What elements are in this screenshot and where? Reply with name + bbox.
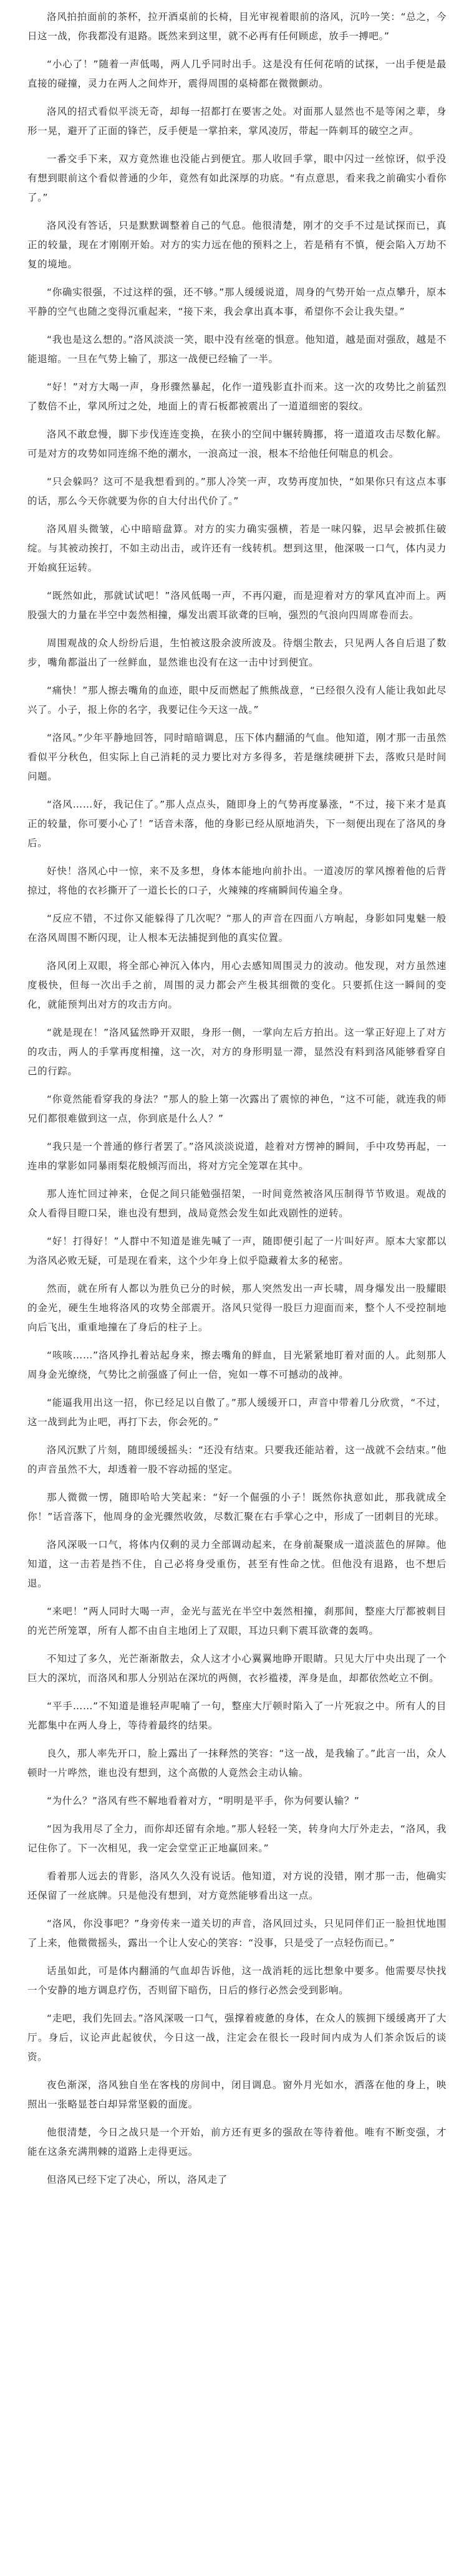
paragraph: 良久，那人率先开口，脸上露出了一抹释然的笑容：“这一战，是我输了。”此言一出，众人顿时一片哗然，谁也没有想到，这个高傲的人竟然会主动认输。: [27, 1748, 447, 1778]
paragraph: “走吧，我们先回去。”洛风深吸一口气，强撑着疲惫的身体，在众人的簇拥下缓缓离开了大厅。身后，议论声此起彼伏，今日这一战，注定会在很长一段时间内成为人们茶余饭后的谈资。: [27, 2013, 447, 2063]
paragraph: 洛风深吸一口气，将体内仅剩的灵力全部调动起来，在身前凝聚成一道淡蓝色的屏障。他知道，这一击若是挡不住，自己必将身受重伤，甚至有性命之忧。但他没有退路，也不想后退。: [27, 1539, 447, 1589]
paragraph: 不知过了多久，光芒渐渐散去，众人这才小心翼翼地睁开眼睛。只见大厅中央出现了一个巨大的深坑，而洛风和那人分别站在深坑的两侧，衣衫褴褛，浑身是血，却都依然屹立不倒。: [27, 1653, 447, 1684]
paragraph: 好快！洛风心中一惊，来不及多想，身体本能地向前扑出。一道凌厉的掌风擦着他的后背掠过，将他的衣衫撕开了一道长长的口子，火辣辣的疼痛瞬间传遍全身。: [27, 866, 447, 896]
paragraph: “你确实很强，不过这样的强，还不够。”那人缓缓说道，周身的气势开始一点点攀升，原本平静的空气也随之变得沉重起来，“接下来，我会拿出真本事，希望你不会让我失望。”: [27, 287, 447, 317]
paragraph: 夜色渐深，洛风独自坐在客栈的房间中，闭目调息。窗外月光如水，洒落在他的身上，映照出一张略显苍白却异常坚毅的面庞。: [27, 2079, 447, 2110]
paragraph: 他很清楚，今日之战只是一个开始，前方还有更多的强敌在等待着他。唯有不断变强，才能在这条充满荆棘的道路上走得更远。: [27, 2127, 447, 2157]
paragraph: “痛快！”那人擦去嘴角的血迹，眼中反而燃起了熊熊战意，“已经很久没有人能让我如此尽兴了。小子，报上你的名字，我要记住今天这一战。”: [27, 685, 447, 715]
paragraph: 那人连忙回过神来，仓促之间只能勉强招架，一时间竟然被洛风压制得节节败退。观战的众人看得目瞪口呆，谁也没有想到，战局竟然会发生如此戏剧性的逆转。: [27, 1188, 447, 1219]
paragraph: 然而，就在所有人都以为胜负已分的时候，那人突然发出一声长啸，周身爆发出一股耀眼的金光，硬生生地将洛风的攻势全部震开。洛风只觉得一股巨力迎面而来，整个人不受控制地向后飞出，重重地撞在了身后的柱子上。: [27, 1283, 447, 1333]
paragraph: 话虽如此，可是体内翻涌的气血却告诉他，这一战消耗的远比想象中要多。他需要尽快找一个安静的地方调息疗伤，否则留下暗伤，日后的修行必然会受到影响。: [27, 1965, 447, 1996]
paragraph: “洛风……好，我记住了。”那人点点头，随即身上的气势再度暴涨，“不过，接下来才是真正的较量，你可要小心了！”话音未落，他的身影已经从原地消失，下一刻便出现在了洛风的身后。: [27, 799, 447, 849]
paragraph: “我也是这么想的。”洛风淡淡一笑，眼中没有丝毫的惧意。他知道，越是面对强敌，越是不能退缩。一旦在气势上输了，那这一战便已经输了一半。: [27, 334, 447, 365]
paragraph: “平手……”不知道是谁轻声呢喃了一句，整座大厅顿时陷入了一片死寂之中。所有人的目光都集中在两人身上，等待着最终的结果。: [27, 1701, 447, 1731]
paragraph: “小心了！”随着一声低喝，两人几乎同时出手。这是没有任何花哨的试探，一出手便是最直接的碰撞，灵力在两人之间炸开，震得周围的桌椅都在微微颤动。: [27, 59, 447, 89]
paragraph: “好！打得好！”人群中不知道是谁先喊了一声，随即便引起了一片叫好声。原本大家都以为洛风必败无疑，可是现在看来，这个少年身上似乎隐藏着太多的秘密。: [27, 1236, 447, 1266]
paragraph: “来吧！”两人同时大喝一声，金光与蓝光在半空中轰然相撞，刹那间，整座大厅都被刺目的光芒所笼罩，所有人都不由自主地闭上了双眼，耳边只剩下震耳欲聋的轰鸣。: [27, 1606, 447, 1636]
paragraph: “既然如此，那就试试吧！”洛风低喝一声，不再闪避，而是迎着对方的掌风直冲而上。两股强大的力量在半空中轰然相撞，爆发出震耳欲聋的巨响，强烈的气浪向四周席卷而去。: [27, 590, 447, 621]
paragraph: “就是现在！”洛风猛然睁开双眼，身形一侧，一掌向左后方拍出。这一掌正好迎上了对方的攻击，两人的手掌再度相撞，这一次，对方的身形明显一滞，显然没有料到洛风能够看穿自己的行踪。: [27, 1027, 447, 1077]
paragraph: “洛风。”少年平静地回答，同时暗暗调息，压下体内翻涌的气血。他知道，刚才那一击虽然看似平分秋色，但实际上自己消耗的灵力要比对方多得多，若是继续硬拼下去，落败只是时间问题。: [27, 732, 447, 782]
paragraph: 一番交手下来，双方竟然谁也没能占到便宜。那人收回手掌，眼中闪过一丝惊讶，似乎没有想到眼前这个看似普通的少年，竟然有如此深厚的功底。“有点意思，看来我之前确实小看你了。”: [27, 153, 447, 203]
paragraph: 洛风眉头微皱，心中暗暗盘算。对方的实力确实强横，若是一味闪躲，迟早会被抓住破绽。与其被动挨打，不如主动出击，或许还有一线转机。想到这里，他深吸一口气，体内灵力开始疯狂运转。: [27, 523, 447, 573]
paragraph: “你竟然能看穿我的身法？”那人的脸上第一次露出了震惊的神色，“这不可能，就连我的师兄们都很难做到这一点，你到底是什么人？”: [27, 1094, 447, 1124]
paragraph: “能逼我用出这一招，你已经足以自傲了。”那人缓缓开口，声音中带着几分欣赏，“不过，这一战到此为止吧，再打下去，你会死的。”: [27, 1397, 447, 1428]
paragraph: 周围观战的众人纷纷后退，生怕被这股余波所波及。待烟尘散去，只见两人各自后退了数步，嘴角都溢出了一丝鲜血，显然谁也没有在这一击中讨到便宜。: [27, 637, 447, 668]
paragraph: “只会躲吗？这可不是我想看到的。”那人冷笑一声，攻势再度加快，“如果你只有这点本事的话，那么今天你就要为你的自大付出代价了。”: [27, 476, 447, 507]
paragraph: 洛风没有答话，只是默默调整着自己的气息。他很清楚，刚才的交手不过是试探而已，真正的较量，现在才刚刚开始。对方的实力远在他的预料之上，若是稍有不慎，便会陷入万劫不复的境地。: [27, 220, 447, 270]
paragraph: “咳咳……”洛风挣扎着站起身来，擦去嘴角的鲜血，目光紧紧地盯着对面的人。此刻那人周身金光缭绕，气势比之前强盛了何止一倍，宛如一尊不可撼动的战神。: [27, 1350, 447, 1380]
paragraph: 那人微微一愣，随即哈哈大笑起来：“好一个倔强的小子！既然你执意如此，那我就成全你！”话音落下，他周身的金光骤然收敛，尽数汇聚在右手掌心之中，形成了一团刺目的光球。: [27, 1492, 447, 1522]
paragraph: 洛风的招式看似平淡无奇，却每一招都打在要害之处。对面那人显然也不是等闲之辈，身形一晃，避开了正面的锋芒，反手便是一掌拍来，掌风凌厉，带起一阵刺耳的破空之声。: [27, 106, 447, 136]
paragraph: “因为我用尽了全力，而你却还留有余地。”那人轻轻一笑，转身向大厅外走去，“洛风，我记住你了。下一次相见，我一定会堂堂正正地赢回来。”: [27, 1823, 447, 1854]
paragraph: “反应不错，不过你又能躲得了几次呢？”那人的声音在四面八方响起，身影如同鬼魅一般在洛风周围不断闪现，让人根本无法捕捉到他的真实位置。: [27, 913, 447, 943]
paragraph: 洛风闭上双眼，将全部心神沉入体内，用心去感知周围灵力的波动。他发现，对方虽然速度极快，但每一次出手之前，周围的灵力都会产生极其细微的变化。只要抓住这一瞬间的变化，就能预判出对方的攻击方向。: [27, 960, 447, 1010]
paragraph: 但洛风已经下定了决心，所以，洛风走了: [47, 2174, 228, 2185]
paragraph: “为什么？”洛风有些不解地看着对方，“明明是平手，你为何要认输？”: [47, 1795, 360, 1806]
paragraph: 洛风不敢怠慢，脚下步伐连连变换，在狭小的空间中辗转腾挪，将一道道攻击尽数化解。可是对方的攻势如同连绵不绝的潮水，一浪高过一浪，根本不给他任何喘息的机会。: [27, 429, 447, 459]
paragraph: 看着那人远去的背影，洛风久久没有说话。他知道，对方说的没错，刚才那一击，他确实还保留了一丝底牌。只是他没有想到，对方竟然能够看出这一点。: [27, 1871, 447, 1901]
paragraph: “好！”对方大喝一声，身形骤然暴起，化作一道残影直扑而来。这一次的攻势比之前猛烈了数倍不止，掌风所过之处，地面上的青石板都被震出了一道道细密的裂纹。: [27, 381, 447, 412]
paragraph: “我只是一个普通的修行者罢了。”洛风淡淡说道，趁着对方愣神的瞬间，手中攻势再起，一连串的掌影如同暴雨梨花般倾泻而出，将对方完全笼罩在其中。: [27, 1141, 447, 1171]
paragraph: “洛风，你没事吧？”身旁传来一道关切的声音，洛风回过头，只见同伴们正一脸担忧地围了上来，他微微摇头，露出一个让人安心的笑容：“没事，只是受了一点轻伤而已。”: [27, 1918, 447, 1949]
paragraph: 洛风拍拍面前的茶杯，拉开酒桌前的长椅，目光审视着眼前的洛风，沉吟一笑：“总之，今日这一战，你我都没有退路。既然来到这里，就不必再有任何顾虑，放手一搏吧。”: [27, 11, 447, 42]
paragraph: 洛风沉默了片刻，随即缓缓摇头：“还没有结束。只要我还能站着，这一战就不会结束。”他的声音虽然不大，却透着一股不容动摇的坚定。: [27, 1444, 447, 1475]
